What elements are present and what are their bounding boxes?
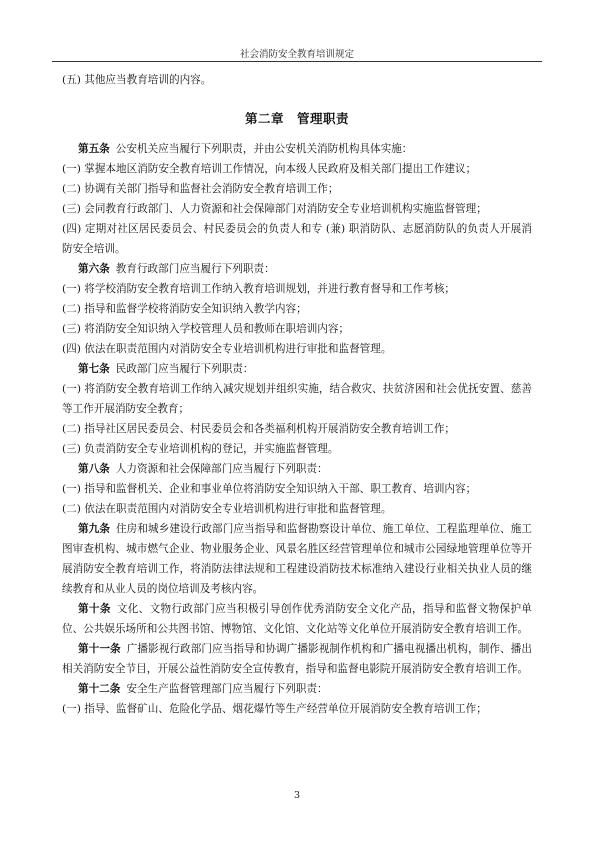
article-label: 第八条 bbox=[78, 463, 110, 475]
article-label: 第十二条 bbox=[78, 683, 121, 695]
article-label: 第九条 bbox=[78, 523, 111, 535]
article-lead: 文化、文物行政部门应当积极引导创作优秀消防安全文化产品，指导和监督文物保护单位、公共娱乐场所和公共图书馆、博物馆、文化馆、文化站等文化单位开展消防安全教育培训工作。 bbox=[62, 603, 533, 635]
article-paragraph bbox=[62, 459, 532, 479]
article-label: 第五条 bbox=[78, 143, 110, 155]
list-item: (一) 指导和监督机关、企业和事业单位将消防安全知识纳入干部、职工教育、培训内容； bbox=[62, 483, 477, 495]
page-number: 3 bbox=[293, 790, 301, 801]
list-item: (四) 定期对社区居民委员会、村民委员会的负责人和专 (兼) 职消防队、志愿消防队的负责人开展消防安全培训。 bbox=[62, 223, 532, 255]
article-paragraph bbox=[62, 679, 532, 699]
article-lead: 住房和城乡建设行政部门应当指导和监督勘察设计单位、施工单位、工程监理单位、施工图审查机构、城市燃气企业、物业服务企业、风景名胜区经营管理单位和城市公园绿地管理单位等开展消防安全教育培训工作，将消防法律法规和工程建设消防技术标准纳入建设行业相关执业人员的继续教育和从业人员的岗位培训及考核内容。 bbox=[62, 523, 533, 595]
article-lead: 公安机关应当履行下列职责，并由公安机关消防机构具体实施： bbox=[115, 143, 413, 155]
article-lead: 广播影视行政部门应当指导和协调广播影视制作机构和广播电视播出机构，制作、播出相关消防安全节目，开展公益性消防安全宣传教育，指导和监督电影院开展消防安全教育培训工作。 bbox=[62, 643, 533, 675]
list-item: (一) 将学校消防安全教育培训工作纳入教育培训规划，并进行教育督导和工作考核； bbox=[62, 283, 456, 295]
article-paragraph bbox=[62, 359, 532, 379]
article-lead: 民政部门应当履行下列职责： bbox=[115, 363, 254, 375]
article-paragraph bbox=[62, 519, 532, 599]
list-item: (三) 将消防安全知识纳入学校管理人员和教师在职培训内容； bbox=[62, 323, 350, 335]
article-label: 第十一条 bbox=[78, 643, 121, 655]
list-item: (三) 负责消防安全专业培训机构的登记，并实施监督管理。 bbox=[62, 443, 339, 455]
article-paragraph bbox=[62, 599, 532, 639]
chapter-title: 第二章 管理职责 bbox=[244, 111, 349, 126]
list-item: (二) 依法在职责范围内对消防安全专业培训机构进行审批和监督管理。 bbox=[62, 503, 392, 515]
list-item: (二) 指导社区居民委员会、村民委员会和各类福利机构开展消防安全教育培训工作； bbox=[62, 423, 456, 435]
article-label: 第六条 bbox=[78, 263, 110, 275]
article-paragraph bbox=[62, 139, 532, 159]
article-lead: 人力资源和社会保障部门应当履行下列职责： bbox=[115, 463, 328, 475]
list-item: (二) 协调有关部门指导和监督社会消防安全教育培训工作； bbox=[62, 183, 339, 195]
list-item: (一) 指导、监督矿山、危险化学品、烟花爆竹等生产经营单位开展消防安全教育培训工作； bbox=[62, 703, 487, 715]
article-label: 第十条 bbox=[78, 603, 111, 615]
article-list bbox=[62, 139, 532, 719]
article-lead: 安全生产监督管理部门应当履行下列职责： bbox=[126, 683, 328, 695]
list-item: (一) 将消防安全教育培训工作纳入减灾规划并组织实施，结合救灾、扶贫济困和社会优抚安置、慈善等工作开展消防安全教育； bbox=[62, 383, 532, 415]
header-rule bbox=[52, 61, 542, 62]
list-item: (五) 其他应当教育培训的内容。 bbox=[62, 74, 212, 86]
article-lead: 教育行政部门应当履行下列职责： bbox=[115, 263, 275, 275]
document-body bbox=[62, 70, 532, 719]
running-header: 社会消防安全教育培训规定 bbox=[239, 49, 354, 60]
list-item: (四) 依法在职责范围内对消防安全专业培训机构进行审批和监督管理。 bbox=[62, 343, 392, 355]
article-paragraph bbox=[62, 639, 532, 679]
article-paragraph bbox=[62, 259, 532, 279]
article-label: 第七条 bbox=[78, 363, 110, 375]
list-item: (一) 掌握本地区消防安全教育培训工作情况，向本级人民政府及相关部门提出工作建议； bbox=[62, 163, 477, 175]
list-item: (三) 会同教育行政部门、人力资源和社会保障部门对消防安全专业培训机构实施监督管理； bbox=[62, 203, 487, 215]
list-item: (二) 指导和监督学校将消防安全知识纳入教学内容； bbox=[62, 303, 307, 315]
